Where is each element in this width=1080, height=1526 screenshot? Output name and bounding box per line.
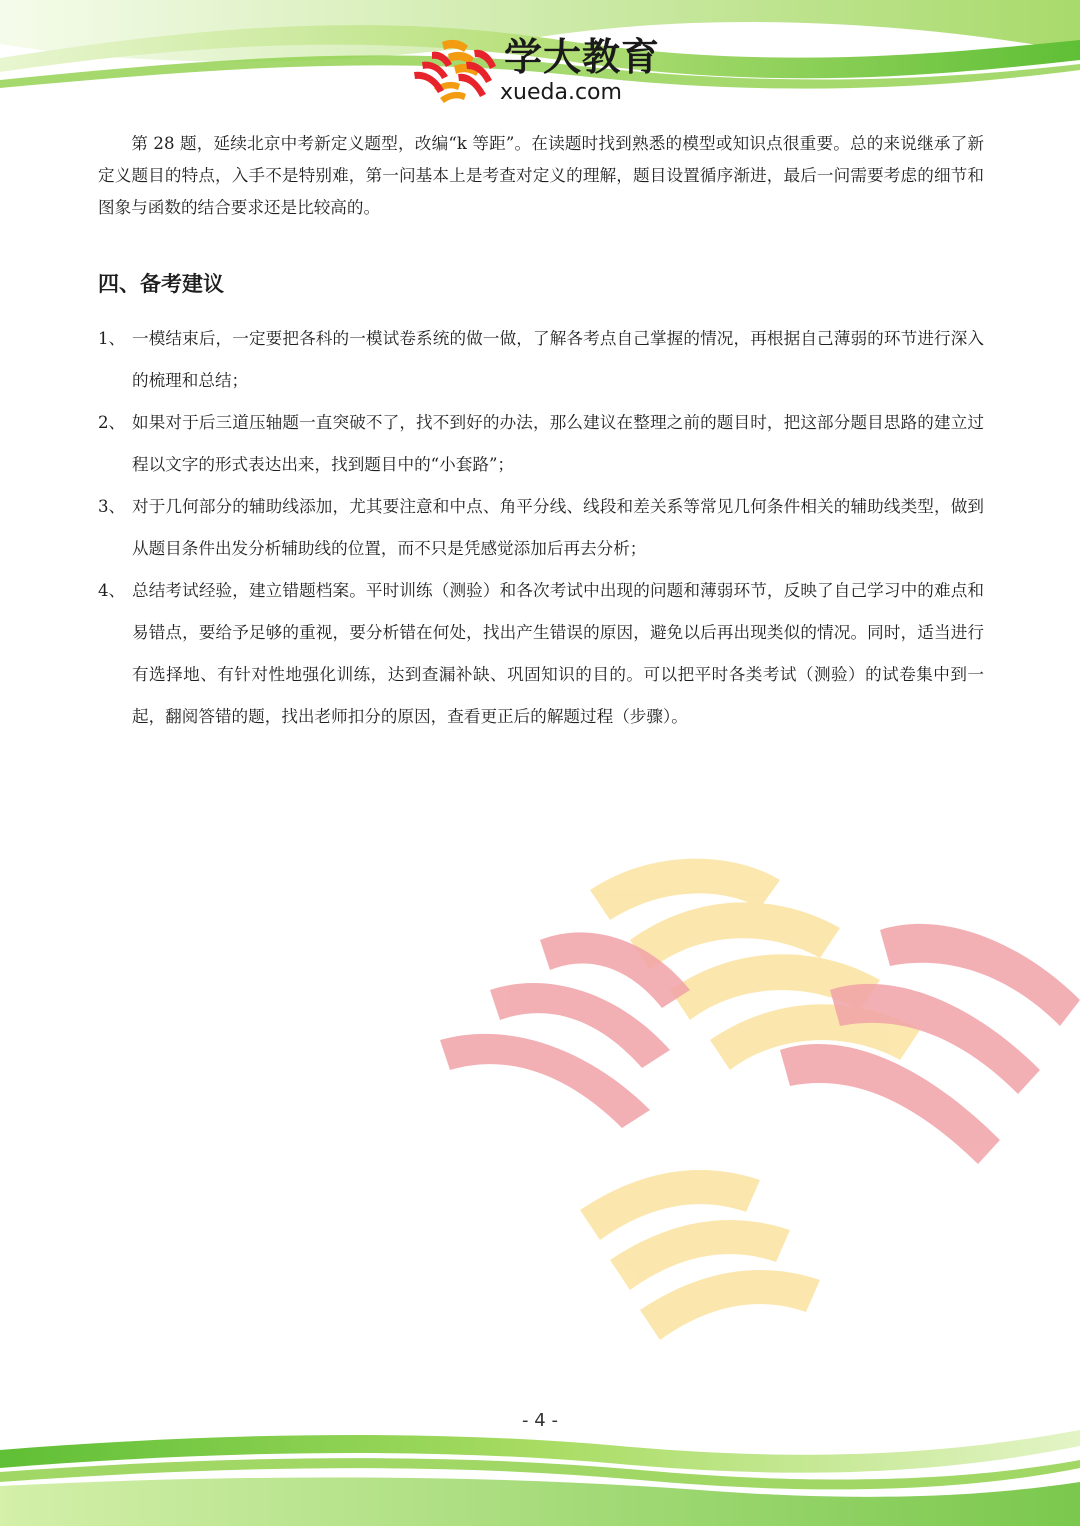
header-logo: [412, 36, 692, 112]
list-item-number: 3、: [98, 497, 126, 516]
brand-name-en: xueda.com: [500, 80, 622, 105]
page-number: - 4 -: [522, 1410, 558, 1431]
list-item-text: 对于几何部分的辅助线添加，尤其要注意和中点、角平分线、线段和差关系等常见几何条件相关的辅助线类型，做到从题目条件出发分析辅助线的位置，而不只是凭感觉添加后再去分析；: [132, 497, 984, 558]
list-item: [98, 570, 984, 738]
brand-name-cn: 学大教育: [504, 35, 661, 79]
list-item-text: 一模结束后，一定要把各科的一模试卷系统的做一做，了解各考点自己掌握的情况，再根据自己薄弱的环节进行深入的梳理和总结；: [132, 329, 984, 390]
list-item-number: 1、: [98, 329, 126, 348]
list-item: [98, 318, 984, 402]
list-item-text: 总结考试经验，建立错题档案。平时训练（测验）和各次考试中出现的问题和薄弱环节，反映了自己学习中的难点和易错点，要给予足够的重视，要分析错在何处，找出产生错误的原因，避免以后再出现类似的情况。同时，适当进行有选择地、有针对性地强化训练，达到查漏补缺、巩固知识的目的。可以把平时各类考试（测验）的试卷集中到一起，翻阅答错的题，找出老师扣分的原因，查看更正后的解题过程（步骤）。: [132, 581, 984, 726]
list-item-number: 4、: [98, 581, 126, 600]
list-item: [98, 402, 984, 486]
list-item-number: 2、: [98, 413, 126, 432]
xueda-logo-icon: [412, 36, 498, 110]
footer-green-wave: [0, 1390, 1080, 1526]
section-title: 四、备考建议: [98, 272, 224, 296]
list-item-text: 如果对于后三道压轴题一直突破不了，找不到好的办法，那么建议在整理之前的题目时，把这部分题目思路的建立过程以文字的形式表达出来，找到题目中的“小套路”；: [132, 413, 984, 474]
suggestion-list: [98, 318, 984, 738]
document-body: [98, 128, 984, 738]
list-item: [98, 486, 984, 570]
intro-paragraph: 第 28 题，延续北京中考新定义题型，改编“k 等距”。在读题时找到熟悉的模型或知识点很重要。总的来说继承了新定义题目的特点，入手不是特别难，第一问基本上是考查对定义的理解，题目设置循序渐进，最后一问需要考虑的细节和图象与函数的结合要求还是比较高的。: [98, 134, 984, 217]
watermark-logo: [400, 830, 1080, 1410]
